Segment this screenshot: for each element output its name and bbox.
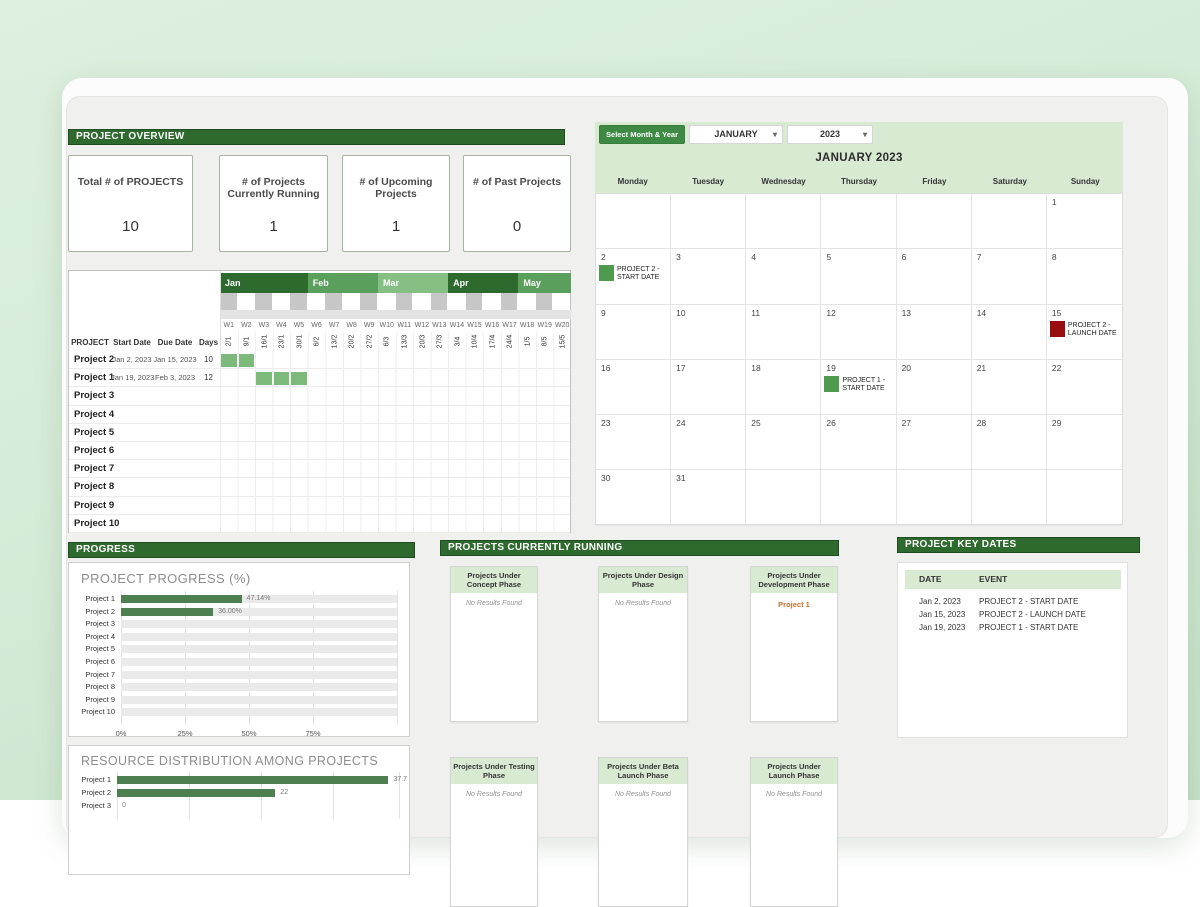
chart-category-label: Project 1 bbox=[85, 594, 115, 603]
gantt-date-text: 1/5 bbox=[524, 336, 532, 347]
gantt-date-label bbox=[518, 332, 536, 351]
calendar-day-header: Saturday bbox=[992, 177, 1027, 186]
phase-card-header: Projects Under Testing Phase bbox=[451, 758, 537, 784]
key-date-event: PROJECT 2 - START DATE bbox=[979, 597, 1079, 606]
gantt-week-label: W11 bbox=[397, 322, 412, 329]
gantt-date-label bbox=[553, 332, 571, 351]
key-date-value: Jan 15, 2023 bbox=[919, 610, 966, 619]
gantt-project-name: Project 7 bbox=[74, 463, 115, 475]
progress-chart-panel bbox=[68, 562, 410, 737]
phase-card-header: Projects Under Development Phase bbox=[751, 567, 837, 593]
calendar-day-cell[interactable] bbox=[821, 470, 896, 525]
calendar-day-header: Wednesday bbox=[761, 177, 806, 186]
stat-card-label: # of Upcoming Projects bbox=[359, 176, 433, 200]
calendar-day-number: 6 bbox=[901, 252, 907, 263]
calendar-day-cell[interactable] bbox=[821, 360, 896, 415]
calendar-controls bbox=[595, 122, 1123, 146]
gantt-deco-block bbox=[431, 293, 448, 310]
gantt-start-date: Jan 2, 2023 bbox=[112, 355, 152, 364]
gantt-week-label: W1 bbox=[223, 322, 235, 329]
gantt-week-label: W7 bbox=[328, 322, 340, 329]
chart-bar-track bbox=[121, 696, 397, 704]
calendar-day-header: Friday bbox=[922, 177, 947, 186]
chart-bar-track bbox=[121, 683, 397, 691]
key-date-value: Jan 2, 2023 bbox=[919, 597, 961, 606]
stat-card-label: # of Past Projects bbox=[472, 176, 562, 188]
calendar-day-number: 15 bbox=[1051, 307, 1062, 318]
chart-category-label: Project 5 bbox=[85, 644, 115, 654]
gantt-date-text: 23/1 bbox=[278, 334, 286, 349]
calendar-day-number: 18 bbox=[751, 362, 761, 373]
calendar-day-cell[interactable] bbox=[596, 415, 671, 470]
gantt-date-text: 6/3 bbox=[383, 336, 391, 347]
section-title: PROJECT OVERVIEW bbox=[76, 131, 185, 142]
chart-bar-track bbox=[121, 658, 397, 666]
phase-empty-text: No Results Found bbox=[614, 791, 672, 798]
chart-category-label: Project 2 bbox=[81, 788, 111, 797]
calendar-day-cell[interactable] bbox=[746, 360, 821, 415]
gantt-deco-block bbox=[501, 293, 518, 310]
calendar-day-header: Sunday bbox=[1070, 177, 1100, 186]
calendar-event-marker bbox=[824, 376, 839, 392]
chart-category-label: Project 2 bbox=[85, 606, 115, 616]
gantt-date-label bbox=[343, 332, 361, 351]
phase-empty-text: No Results Found bbox=[765, 791, 823, 798]
phase-card-header: Projects Under Design Phase bbox=[599, 567, 687, 593]
gantt-date-label bbox=[466, 332, 484, 351]
calendar-day-cell[interactable] bbox=[671, 415, 746, 470]
gantt-date-label bbox=[360, 332, 378, 351]
calendar-day-cell[interactable] bbox=[671, 470, 746, 525]
gantt-date-label bbox=[255, 332, 273, 351]
gantt-deco-block bbox=[255, 293, 272, 310]
chart-category-label: Project 4 bbox=[85, 631, 115, 641]
calendar-day-cell[interactable] bbox=[746, 305, 821, 360]
stat-cards bbox=[68, 155, 571, 252]
phase-project-item: Project 1 bbox=[778, 600, 810, 609]
gantt-days: 12 bbox=[204, 373, 213, 383]
section-title: PROGRESS bbox=[76, 544, 136, 555]
calendar-day-number: 3 bbox=[676, 252, 681, 263]
gantt-date-label bbox=[501, 332, 519, 351]
gantt-project-name: Project 3 bbox=[74, 390, 115, 402]
chart-bar bbox=[121, 608, 213, 616]
chart-x-tick: 25% bbox=[177, 729, 193, 738]
gantt-bar-segment bbox=[274, 372, 290, 385]
gantt-date-text: 6/2 bbox=[313, 336, 321, 347]
chart-category-label: Project 3 bbox=[81, 801, 111, 810]
gantt-row bbox=[69, 369, 570, 387]
chart-value-label: 0 bbox=[122, 802, 126, 809]
section-header-projects-running bbox=[440, 540, 839, 556]
gantt-week-label: W8 bbox=[346, 322, 357, 329]
chart-x-tick: 0% bbox=[115, 729, 127, 738]
gantt-date-text: 9/1 bbox=[243, 336, 251, 347]
gantt-row bbox=[69, 478, 570, 496]
calendar-day-number: 2 bbox=[601, 252, 606, 263]
gantt-week-label: W19 bbox=[537, 322, 552, 329]
year-dropdown[interactable] bbox=[787, 125, 873, 144]
gantt-week-label: W15 bbox=[467, 322, 482, 329]
gantt-date-text: 13/2 bbox=[331, 334, 339, 349]
chart-category-label: Project 8 bbox=[85, 682, 115, 692]
calendar-day-number: 25 bbox=[751, 418, 761, 429]
gantt-week-label: W2 bbox=[241, 322, 252, 329]
calendar-day-number: 16 bbox=[601, 362, 611, 373]
calendar-day-number: 13 bbox=[901, 307, 912, 318]
gantt-date-label bbox=[431, 332, 449, 351]
year-dropdown-value: 2023 bbox=[819, 128, 841, 139]
gantt-row bbox=[69, 515, 570, 533]
section-title: PROJECT KEY DATES bbox=[905, 539, 1017, 550]
stat-card-value: 10 bbox=[122, 218, 139, 235]
gantt-date-text: 10/4 bbox=[471, 334, 479, 349]
calendar-day-cell[interactable] bbox=[1047, 415, 1122, 470]
gantt-week-label: W9 bbox=[363, 322, 375, 329]
calendar-day-cell[interactable] bbox=[746, 415, 821, 470]
calendar-day-cell[interactable] bbox=[746, 249, 821, 304]
calendar-day-cell[interactable] bbox=[897, 194, 972, 249]
stat-card-value: 1 bbox=[391, 218, 401, 235]
calendar-day-cell[interactable] bbox=[1047, 249, 1122, 304]
calendar-grid bbox=[595, 193, 1123, 525]
gantt-month-header: Mar bbox=[378, 273, 448, 293]
calendar-day-headers bbox=[595, 172, 1123, 192]
gantt-deco-block bbox=[360, 293, 377, 310]
calendar-day-number: 19 bbox=[826, 362, 836, 373]
key-date-event: PROJECT 1 - START DATE bbox=[979, 623, 1079, 632]
stat-card bbox=[219, 155, 328, 252]
calendar-day-number: 20 bbox=[901, 362, 912, 373]
gantt-date-text: 2/1 bbox=[225, 336, 233, 347]
chart-bar-track bbox=[121, 671, 397, 679]
chart-value-label: 36.00% bbox=[218, 607, 242, 615]
gantt-date-label bbox=[220, 332, 238, 351]
stat-card bbox=[342, 155, 450, 252]
calendar-event-label: PROJECT 2 - LAUNCH DATE bbox=[1067, 321, 1117, 337]
gantt-week-label: W3 bbox=[258, 322, 270, 329]
gantt-days: 10 bbox=[204, 355, 213, 364]
phase-card-header: Projects Under Launch Phase bbox=[751, 758, 837, 784]
chart-bar-track bbox=[121, 633, 397, 641]
gantt-week-label: W14 bbox=[449, 322, 465, 329]
chart-bar bbox=[117, 789, 275, 797]
phase-card bbox=[450, 757, 538, 907]
gantt-date-label bbox=[273, 332, 291, 351]
calendar-event-label: PROJECT 1 - START DATE bbox=[842, 376, 886, 392]
gantt-chart bbox=[68, 270, 571, 533]
gantt-bar-segment bbox=[221, 354, 237, 367]
calendar-day-cell[interactable] bbox=[972, 194, 1047, 249]
chart-category-label: Project 6 bbox=[85, 657, 115, 666]
gantt-date-text: 8/5 bbox=[541, 336, 549, 347]
chart-bar-track bbox=[121, 620, 397, 628]
chart-category-label: Project 9 bbox=[85, 694, 115, 704]
chart-category-label: Project 1 bbox=[81, 775, 111, 784]
gantt-date-label bbox=[290, 332, 308, 351]
gantt-project-name: Project 9 bbox=[74, 499, 115, 511]
key-dates-column-header: DATE bbox=[919, 574, 942, 584]
gantt-date-label bbox=[448, 332, 466, 351]
gantt-date-text: 27/2 bbox=[366, 334, 374, 349]
calendar-day-number: 8 bbox=[1051, 252, 1057, 263]
select-month-year-button[interactable]: Select Month & Year bbox=[599, 125, 685, 144]
gantt-week-label: W20 bbox=[555, 322, 570, 329]
calendar-day-cell[interactable] bbox=[897, 249, 972, 304]
resource-chart-panel bbox=[68, 745, 410, 875]
calendar-day-cell[interactable] bbox=[671, 305, 746, 360]
chart-bar bbox=[121, 595, 242, 603]
phase-card-header: Projects Under Beta Launch Phase bbox=[599, 758, 687, 784]
calendar-event-marker bbox=[599, 265, 614, 281]
gantt-column-header: PROJECT bbox=[71, 338, 109, 347]
gantt-date-text: 3/4 bbox=[453, 336, 461, 347]
gantt-row bbox=[69, 460, 570, 478]
gantt-week-label: W13 bbox=[432, 322, 447, 329]
key-dates-header-row bbox=[905, 570, 1121, 589]
key-date-event: PROJECT 2 - LAUNCH DATE bbox=[979, 610, 1086, 619]
gantt-date-label bbox=[396, 332, 414, 351]
gantt-week-label: W10 bbox=[379, 322, 394, 329]
calendar-day-header: Tuesday bbox=[692, 177, 725, 186]
gantt-week-label: W5 bbox=[293, 322, 305, 329]
gantt-week-label: W16 bbox=[484, 322, 500, 329]
gantt-deco-block bbox=[536, 293, 553, 310]
gantt-row bbox=[69, 406, 570, 424]
calendar-day-number: 14 bbox=[976, 307, 987, 318]
calendar-day-cell[interactable] bbox=[1047, 470, 1122, 525]
calendar-day-cell[interactable] bbox=[596, 194, 671, 249]
calendar-day-cell[interactable] bbox=[897, 305, 972, 360]
gantt-date-label bbox=[536, 332, 554, 351]
gantt-due-date: Feb 3, 2023 bbox=[154, 373, 196, 383]
phase-empty-text: No Results Found bbox=[465, 600, 523, 607]
section-header-progress bbox=[68, 542, 415, 558]
chart-value-label: 37.7 bbox=[393, 776, 408, 783]
calendar-day-cell[interactable] bbox=[671, 360, 746, 415]
calendar-day-number: 30 bbox=[601, 473, 611, 484]
gantt-date-label bbox=[378, 332, 396, 351]
calendar-day-number: 21 bbox=[976, 362, 987, 373]
gantt-deco-base bbox=[220, 310, 571, 319]
chart-bar-track bbox=[121, 645, 397, 653]
gantt-row bbox=[69, 351, 570, 369]
calendar-day-number: 5 bbox=[826, 252, 832, 263]
calendar-event-label: PROJECT 2 - START DATE bbox=[617, 266, 660, 282]
calendar-day-header: Monday bbox=[617, 177, 648, 186]
gantt-date-label bbox=[413, 332, 431, 351]
calendar-day-number: 4 bbox=[751, 252, 757, 263]
month-dropdown-value: JANUARY bbox=[714, 128, 758, 139]
gantt-date-text: 16/1 bbox=[260, 334, 268, 349]
calendar-day-number: 31 bbox=[676, 473, 686, 484]
gantt-week-label: W17 bbox=[502, 322, 517, 329]
calendar-day-number: 10 bbox=[676, 307, 686, 318]
gantt-start-date: Jan 19, 2023 bbox=[111, 373, 155, 383]
chart-x-tick: 75% bbox=[305, 729, 321, 738]
calendar-day-cell[interactable] bbox=[596, 305, 671, 360]
gantt-bar-segment bbox=[256, 372, 272, 385]
gantt-date-text: 20/2 bbox=[348, 334, 356, 349]
key-dates-panel bbox=[897, 562, 1128, 738]
phase-empty-text: No Results Found bbox=[465, 791, 523, 798]
calendar bbox=[595, 122, 1123, 525]
gantt-month-header: May bbox=[518, 273, 571, 293]
calendar-day-cell[interactable] bbox=[596, 249, 671, 304]
chevron-down-icon bbox=[773, 126, 777, 143]
calendar-day-cell[interactable] bbox=[821, 305, 896, 360]
gantt-deco-block bbox=[466, 293, 483, 310]
gantt-row bbox=[69, 442, 570, 460]
gantt-date-text: 20/3 bbox=[418, 334, 426, 349]
chart-title: RESOURCE DISTRIBUTION AMONG PROJECTS bbox=[81, 754, 379, 768]
calendar-day-number: 29 bbox=[1051, 418, 1062, 429]
calendar-day-number: 24 bbox=[676, 418, 686, 429]
gantt-column-header: Start Date bbox=[113, 338, 151, 347]
stat-card-value: 1 bbox=[269, 218, 278, 235]
calendar-day-number: 28 bbox=[976, 418, 987, 429]
gantt-date-label bbox=[308, 332, 326, 351]
gantt-deco-strip bbox=[220, 293, 571, 319]
gantt-row bbox=[69, 387, 570, 405]
section-title: PROJECTS CURRENTLY RUNNING bbox=[448, 542, 623, 553]
gantt-month-header: Apr bbox=[448, 273, 518, 293]
gantt-date-label bbox=[325, 332, 343, 351]
gantt-date-text: 17/4 bbox=[489, 334, 497, 349]
gantt-project-name: Project 5 bbox=[74, 426, 115, 438]
calendar-day-cell[interactable] bbox=[671, 194, 746, 249]
calendar-day-number: 1 bbox=[1051, 197, 1057, 207]
key-dates-column-header: EVENT bbox=[979, 574, 1008, 584]
gantt-project-name: Project 2 bbox=[74, 354, 115, 365]
gantt-date-text: 13/3 bbox=[401, 334, 409, 349]
gantt-project-name: Project 4 bbox=[74, 408, 115, 420]
gantt-project-name: Project 8 bbox=[74, 481, 115, 493]
gantt-week-label: W6 bbox=[311, 322, 322, 329]
stat-card bbox=[463, 155, 571, 252]
calendar-day-number: 23 bbox=[601, 418, 611, 429]
calendar-day-cell[interactable] bbox=[821, 249, 896, 304]
calendar-day-cell[interactable] bbox=[1047, 360, 1122, 415]
gantt-date-label bbox=[483, 332, 501, 351]
calendar-day-number: 26 bbox=[826, 418, 836, 429]
calendar-day-cell[interactable] bbox=[821, 415, 896, 470]
calendar-day-cell[interactable] bbox=[972, 470, 1047, 525]
section-header-project-overview bbox=[68, 129, 565, 145]
calendar-day-cell[interactable] bbox=[746, 194, 821, 249]
phase-card-header: Projects Under Concept Phase bbox=[451, 567, 537, 593]
phase-card bbox=[598, 566, 688, 722]
gantt-due-date: Jan 15, 2023 bbox=[153, 355, 197, 364]
calendar-day-number: 9 bbox=[601, 307, 606, 318]
calendar-day-number: 12 bbox=[826, 307, 836, 318]
calendar-day-cell[interactable] bbox=[671, 249, 746, 304]
phase-card bbox=[750, 566, 838, 722]
chart-title: PROJECT PROGRESS (%) bbox=[81, 571, 251, 586]
calendar-day-cell[interactable] bbox=[972, 360, 1047, 415]
calendar-day-cell[interactable] bbox=[972, 249, 1047, 304]
chart-category-label: Project 10 bbox=[81, 707, 115, 717]
stat-card bbox=[68, 155, 193, 252]
calendar-day-cell[interactable] bbox=[897, 360, 972, 415]
chart-bar bbox=[117, 776, 388, 784]
gantt-date-text: 30/1 bbox=[295, 334, 303, 349]
gantt-date-text: 27/3 bbox=[436, 334, 444, 349]
gantt-deco-block bbox=[396, 293, 413, 310]
gantt-row bbox=[69, 497, 570, 515]
gantt-deco-block bbox=[325, 293, 342, 310]
calendar-day-cell[interactable] bbox=[897, 470, 972, 525]
chart-category-label: Project 7 bbox=[85, 669, 115, 679]
calendar-day-number: 7 bbox=[976, 252, 982, 263]
phase-empty-text: No Results Found bbox=[614, 600, 672, 607]
calendar-day-cell[interactable] bbox=[897, 415, 972, 470]
gantt-bar-segment bbox=[239, 354, 255, 367]
calendar-day-cell[interactable] bbox=[1047, 194, 1122, 249]
stat-card-label: Total # of PROJECTS bbox=[77, 176, 184, 188]
month-dropdown[interactable] bbox=[689, 125, 783, 144]
stat-card-value: 0 bbox=[512, 218, 522, 235]
calendar-day-number: 11 bbox=[751, 307, 761, 318]
chart-gridline bbox=[397, 591, 398, 725]
gantt-week-label: W12 bbox=[414, 322, 430, 329]
chart-bar-track bbox=[121, 708, 397, 716]
chevron-down-icon bbox=[863, 126, 867, 143]
gantt-week-label: W18 bbox=[519, 322, 535, 329]
phase-card bbox=[598, 757, 688, 907]
gantt-bar-segment bbox=[291, 372, 307, 385]
gantt-project-name: Project 6 bbox=[74, 445, 115, 456]
gantt-week-label: W4 bbox=[276, 322, 287, 329]
calendar-event-marker bbox=[1050, 321, 1065, 337]
gantt-deco-block bbox=[290, 293, 307, 310]
calendar-day-cell[interactable] bbox=[746, 470, 821, 525]
chart-x-tick: 50% bbox=[241, 729, 257, 738]
chart-category-label: Project 3 bbox=[85, 619, 115, 629]
calendar-day-number: 22 bbox=[1051, 362, 1062, 373]
calendar-day-number: 17 bbox=[676, 362, 686, 373]
calendar-title: JANUARY 2023 bbox=[815, 152, 903, 164]
chart-value-label: 22 bbox=[280, 789, 289, 796]
phase-card bbox=[750, 757, 838, 907]
gantt-month-header: Feb bbox=[308, 273, 378, 293]
gantt-column-header: Days bbox=[198, 338, 219, 347]
calendar-day-cell[interactable] bbox=[596, 470, 671, 525]
chart-value-label: 47.14% bbox=[246, 595, 271, 602]
gantt-date-label bbox=[238, 332, 256, 351]
gantt-project-name: Project 10 bbox=[74, 517, 120, 529]
gantt-row bbox=[69, 424, 570, 442]
gantt-date-text: 15/5 bbox=[559, 334, 567, 349]
stat-card-label: # of Projects Currently Running bbox=[227, 176, 320, 200]
gantt-column-header: Due Date bbox=[157, 338, 193, 347]
section-header-key-dates bbox=[897, 537, 1140, 553]
key-date-value: Jan 19, 2023 bbox=[919, 623, 966, 632]
calendar-day-cell[interactable] bbox=[1047, 305, 1122, 360]
calendar-day-number: 27 bbox=[901, 418, 912, 429]
calendar-day-cell[interactable] bbox=[972, 415, 1047, 470]
calendar-day-header: Thursday bbox=[840, 177, 877, 186]
calendar-day-cell[interactable] bbox=[596, 360, 671, 415]
calendar-day-cell[interactable] bbox=[821, 194, 896, 249]
gantt-deco-block bbox=[220, 293, 237, 310]
gantt-month-header: Jan bbox=[220, 273, 308, 293]
phase-card bbox=[450, 566, 538, 722]
gantt-project-name: Project 1 bbox=[74, 372, 115, 384]
calendar-day-cell[interactable] bbox=[972, 305, 1047, 360]
gantt-date-text: 24/4 bbox=[506, 334, 514, 349]
